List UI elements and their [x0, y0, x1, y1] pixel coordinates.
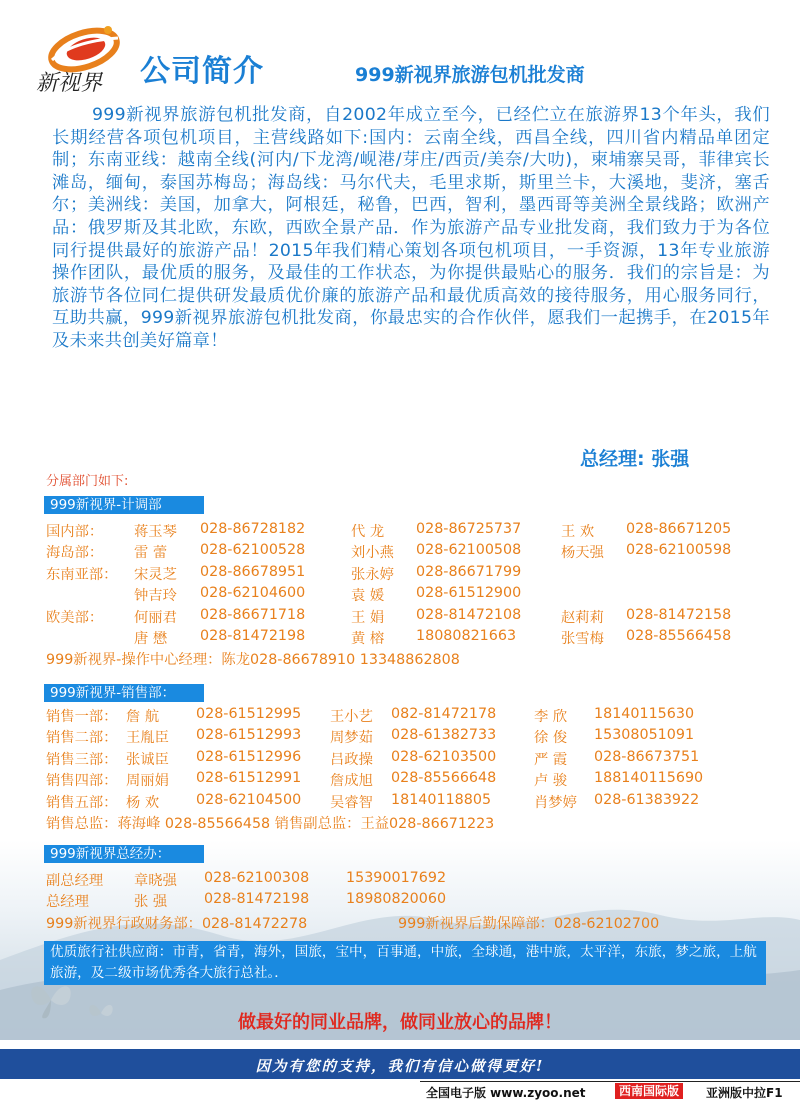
contact-name: 严 霞: [534, 751, 568, 768]
sales-director-note: 销售总监：蒋海峰 028-85566458 销售副总监：王益028-86671223: [46, 815, 495, 832]
contact-name: 黄 榕: [351, 630, 385, 647]
contact-name: 徐 俊: [534, 730, 568, 747]
contact-phone: 028-61512995: [196, 706, 302, 722]
contact-phone: 028-85566458: [626, 627, 732, 644]
contact-mobile: 15390017692: [346, 870, 447, 886]
dept-label: 销售五部：: [46, 794, 118, 811]
contact-phone: 028-62104600: [200, 585, 306, 602]
contact-phone: 028-62100308: [204, 870, 310, 886]
contact-phone: 028-86678951: [200, 563, 306, 580]
contact-phone: 028-81472158: [626, 606, 732, 623]
contact-name: 袁 媛: [351, 588, 385, 605]
dept-label: 销售四部：: [46, 773, 118, 790]
contact-phone: 18140118805: [391, 791, 492, 808]
contact-name: 赵莉莉: [561, 609, 604, 626]
contact-name: 卢 骏: [534, 773, 568, 790]
contact-phone: 028-61512993: [196, 727, 302, 744]
contact-phone: 15308051091: [594, 727, 695, 744]
contact-phone: 028-86728182: [200, 521, 306, 537]
contact-name: 詹成旭: [330, 773, 373, 790]
logistics-dept-note: 999新视界后勤保障部：028-62102700: [398, 915, 660, 932]
contact-phone: 028-86673751: [594, 748, 700, 765]
finance-dept-note: 999新视界行政财务部：028-81472278: [46, 915, 308, 932]
contact-name: 张诚臣: [126, 751, 169, 768]
contact-name: 周梦茹: [330, 730, 373, 747]
contact-phone: 028-62104500: [196, 791, 302, 808]
contact-name: 王 娟: [351, 609, 385, 626]
intro-paragraph: 999新视界旅游包机批发商，自2002年成立至今，已经伫立在旅游界13个年头，我们长期经营各项包机项目，主营线路如下:国内：云南全线，西昌全线，四川省内精品单团定制；东南亚线：越南全线(河内/下龙湾/岘港/芽庄/西贡/美奈/大叻)，柬埔寨吴哥，菲律宾长滩岛，缅甸，泰国苏梅岛；海岛线：马尔代夫，毛里求斯，斯里兰卡，大溪地，斐济，塞舌尔；美洲线：美国，加拿大，阿根廷，秘鲁，巴西，智利，墨西哥等美洲全景线路；欧洲产品：俄罗斯及其北欧，东欧，西欧全景产品．作为旅游产品专业批发商，我们致力于为各位同行提供最好的旅游产品！2015年我们精心策划各项包机项目，一手资源，13年专业旅游操作团队，最优质的服务，及最佳的工作状态，为你提供最贴心的服务．我们的宗旨是：为旅游节各位同仁提供研发最质优价廉的旅游产品和最优质高效的接待服务，用心服务同行，互助共赢，999新视界旅游包机批发商，你最忠实的合作伙伴，愿我们一起携手，在2015年及未来共创美好篇章！: [52, 105, 770, 351]
contact-name: 蒋玉琴: [134, 524, 177, 540]
contact-name: 詹 航: [126, 709, 160, 725]
contact-name: 王胤臣: [126, 730, 169, 747]
operations-note: 999新视界-操作中心经理：陈龙028-86678910 13348862808: [46, 652, 460, 669]
contact-name: 杨天强: [561, 545, 604, 562]
footer-slogan: 因为有您的支持，我们有信心做得更好!: [255, 1058, 545, 1075]
page-label: 亚洲版中拉F1: [706, 1086, 783, 1100]
contact-name: 吴睿智: [330, 794, 373, 811]
contact-phone: 082-81472178: [391, 706, 497, 722]
contact-phone: 028-81472198: [200, 627, 306, 644]
contact-phone: 028-81472108: [416, 606, 522, 623]
dept-label: 销售一部：: [46, 709, 118, 725]
section-title-gm-office: 999新视界总经办：: [44, 845, 204, 863]
contact-name: 周丽娟: [126, 773, 169, 790]
contact-name: 张 强: [134, 894, 168, 911]
contact-phone: 028-62103500: [391, 748, 497, 765]
section-title-sales: 999新视界-销售部：: [44, 684, 204, 702]
contact-name: 王小艺: [330, 709, 373, 725]
contact-phone: 028-86671205: [626, 521, 732, 537]
brand-slogan: 做最好的同业品牌，做同业放心的品牌！: [238, 1012, 562, 1033]
contact-phone: 028-61512900: [416, 585, 522, 602]
contact-name: 钟吉玲: [134, 588, 177, 605]
contact-phone: 028-62100598: [626, 542, 732, 559]
dept-label: 欧美部：: [46, 609, 104, 626]
contact-name: 李 欣: [534, 709, 568, 725]
contact-name: 肖梦婷: [534, 794, 577, 811]
contact-phone: 028-85566648: [391, 770, 497, 787]
contact-phone: 028-61383922: [594, 791, 700, 808]
dept-label: 国内部：: [46, 524, 104, 540]
contact-name: 雷 蕾: [134, 545, 168, 562]
page-subtitle: 999新视界旅游包机批发商: [355, 64, 585, 86]
contact-name: 王 欢: [561, 524, 595, 540]
page-title: 公司简介: [140, 54, 264, 89]
edition-badge: 西南国际版: [615, 1083, 683, 1099]
contact-phone: 028-62100528: [200, 542, 306, 559]
contact-phone: 188140115690: [594, 770, 704, 787]
contact-phone: 18080821663: [416, 627, 517, 644]
contact-phone: 028-61512996: [196, 748, 302, 765]
contact-name: 宋灵芝: [134, 566, 177, 583]
dept-label: 销售二部：: [46, 730, 118, 747]
contact-name: 刘小燕: [351, 545, 394, 562]
contact-phone: 028-86671799: [416, 563, 522, 580]
section-title-planning: 999新视界-计调部: [44, 496, 204, 514]
dept-label: 销售三部：: [46, 751, 118, 768]
contact-phone: 028-62100508: [416, 542, 522, 559]
signature: 总经理: 张强: [580, 448, 690, 470]
contact-name: 张雪梅: [561, 630, 604, 647]
role-label: 总经理: [46, 894, 89, 911]
contact-phone: 028-61382733: [391, 727, 497, 744]
footer-edition-line: [420, 1083, 800, 1100]
contact-phone: 028-81472198: [204, 891, 310, 908]
company-logo: [22, 16, 132, 96]
contact-name: 吕政操: [330, 751, 373, 768]
contact-phone: 028-86725737: [416, 521, 522, 537]
department-heading: 分属部门如下:: [46, 474, 129, 489]
contact-name: 代 龙: [351, 524, 385, 540]
role-label: 副总经理: [46, 873, 104, 889]
contact-name: 张永婷: [351, 566, 394, 583]
dept-label: 东南亚部：: [46, 566, 118, 583]
contact-phone: 028-86671718: [200, 606, 306, 623]
contact-phone: 18140115630: [594, 706, 695, 722]
suppliers-box: 优质旅行社供应商：市青，省青，海外，国旅，宝中，百事通，中旅，全球通，港中旅，太平洋，东旅，梦之旅，上航旅游，及二级市场优秀各大旅行总社。．: [44, 941, 766, 985]
contact-phone: 028-61512991: [196, 770, 302, 787]
footer-divider: [420, 1081, 800, 1082]
contact-name: 章晓强: [134, 873, 177, 889]
logo-text: 新视界: [36, 71, 103, 96]
contact-name: 杨 欢: [126, 794, 160, 811]
contact-name: 唐 懋: [134, 630, 168, 647]
dept-label: 海岛部：: [46, 545, 104, 562]
contact-mobile: 18980820060: [346, 891, 447, 908]
edition-text: 全国电子版 www.zyoo.net: [426, 1086, 586, 1100]
contact-name: 何丽君: [134, 609, 177, 626]
